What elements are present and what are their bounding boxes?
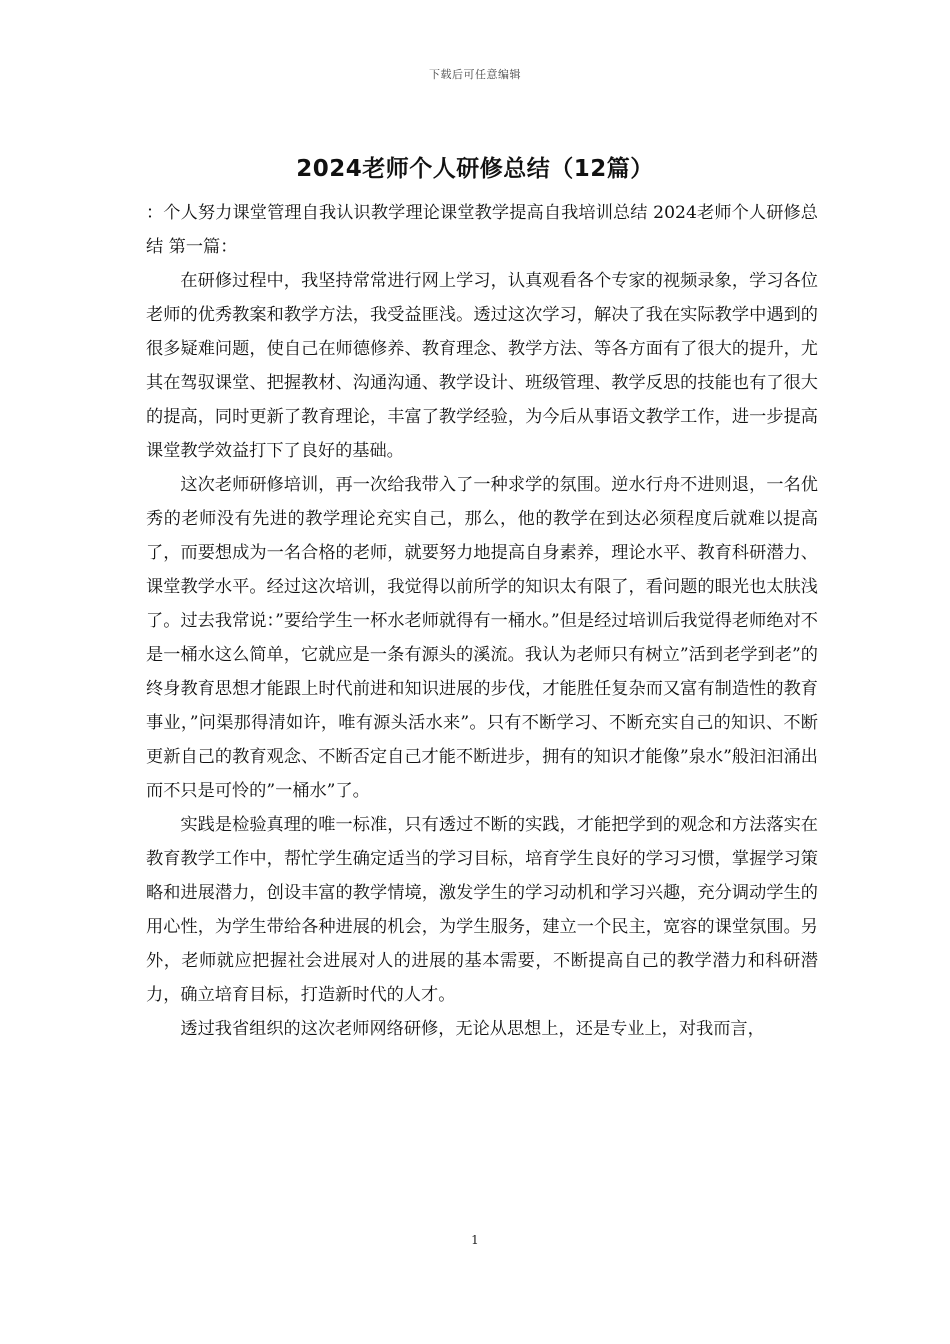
page-number: 1 <box>471 1233 479 1247</box>
header-note: 下载后可任意编辑 <box>429 68 521 81</box>
document-body <box>146 196 818 1046</box>
paragraph: 透过我省组织的这次老师网络研修，无论从思想上，还是专业上，对我而言， <box>180 1019 765 1039</box>
keywords-line: ：个人努力课堂管理自我认识教学理论课堂教学提高自我培训总结 2024老师个人研修总结 第一篇： <box>146 203 818 257</box>
paragraph: 实践是检验真理的唯一标准，只有透过不断的实践，才能把学到的观念和方法落实在教育教学工作中，帮忙学生确定适当的学习目标，培育学生良好的学习习惯，掌握学习策略和进展潜力，创设丰富的教学情境，激发学生的学习动机和学习兴趣，充分调动学生的用心性，为学生带给各种进展的机会，为学生服务，建立一个民主，宽容的课堂氛围。另外，老师就应把握社会进展对人的进展的基本需要，不断提高自己的教学潜力和科研潜力，确立培育目标，打造新时代的人才。 <box>146 815 818 1005</box>
paragraph: 这次老师研修培训，再一次给我带入了一种求学的氛围。逆水行舟不进则退，一名优秀的老师没有先进的教学理论充实自己，那么，他的教学在到达必须程度后就难以提高了，而要想成为一名合格的老师，就要努力地提高自身素养，理论水平、教育科研潜力、课堂教学水平。经过这次培训，我觉得以前所学的知识太有限了，看问题的眼光也太肤浅了。过去我常说：”要给学生一杯水老师就得有一桶水。”但是经过培训后我觉得老师绝对不是一桶水这么简单，它就应是一条有源头的溪流。我认为老师只有树立”活到老学到老”的终身教育思想才能跟上时代前进和知识进展的步伐，才能胜任复杂而又富有制造性的教育事业，”问渠那得清如许，唯有源头活水来”。只有不断学习、不断充实自己的知识、不断更新自己的教育观念、不断否定自己才能不断进步，拥有的知识才能像”泉水”般汩汩涌出而不只是可怜的”一桶水”了。 <box>146 475 818 801</box>
document-title: 2024老师个人研修总结（12篇） <box>296 156 654 182</box>
paragraph: 在研修过程中，我坚持常常进行网上学习，认真观看各个专家的视频录象，学习各位老师的优秀教案和教学方法，我受益匪浅。透过这次学习，解决了我在实际教学中遇到的很多疑难问题，使自己在师德修养、教育理念、教学方法、等各方面有了很大的提升，尤其在驾驭课堂、把握教材、沟通沟通、教学设计、班级管理、教学反思的技能也有了很大的提高，同时更新了教育理论，丰富了教学经验，为今后从事语文教学工作，进一步提高课堂教学效益打下了良好的基础。 <box>146 271 818 461</box>
